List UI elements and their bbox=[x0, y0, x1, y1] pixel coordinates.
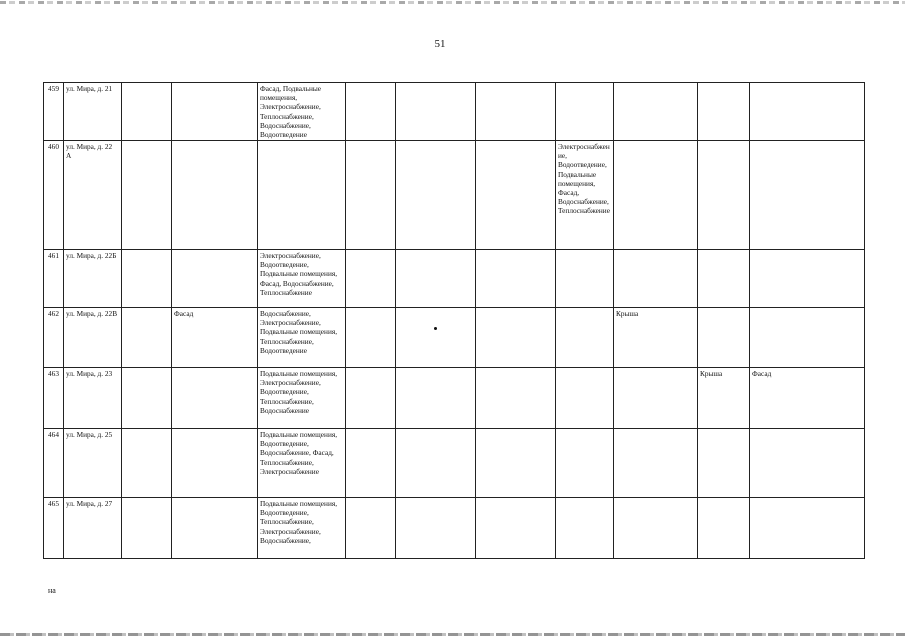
row-number-cell: 460 bbox=[44, 141, 64, 250]
cell-col7 bbox=[396, 250, 476, 308]
cell-col10 bbox=[614, 498, 698, 559]
row-number-cell: 465 bbox=[44, 498, 64, 559]
cell-col3 bbox=[122, 141, 172, 250]
cell-col7 bbox=[396, 498, 476, 559]
cell-col3 bbox=[122, 308, 172, 368]
cell-col12 bbox=[750, 141, 865, 250]
cell-col3 bbox=[122, 429, 172, 498]
footer-note: на bbox=[48, 586, 56, 595]
row-number-cell: 461 bbox=[44, 250, 64, 308]
cell-col8 bbox=[476, 83, 556, 141]
cell-col11 bbox=[698, 83, 750, 141]
cell-col3 bbox=[122, 498, 172, 559]
cell-col3 bbox=[122, 250, 172, 308]
cell-col9 bbox=[556, 250, 614, 308]
address-cell: ул. Мира, д. 21 bbox=[64, 83, 122, 141]
address-cell: ул. Мира, д. 27 bbox=[64, 498, 122, 559]
cell-col7 bbox=[396, 83, 476, 141]
cell-col4 bbox=[172, 250, 258, 308]
cell-col5: Подвальные помещения, Водоотведение, Водоснабжение, Фасад, Теплоснабжение, Электроснабжение bbox=[258, 429, 346, 498]
row-number-cell: 463 bbox=[44, 368, 64, 429]
cell-col4 bbox=[172, 498, 258, 559]
cell-col12 bbox=[750, 250, 865, 308]
cell-col9 bbox=[556, 83, 614, 141]
cell-col7 bbox=[396, 368, 476, 429]
cell-col6 bbox=[346, 368, 396, 429]
cell-col5: Подвальные помещения, Электроснабжение, Водоотведение, Теплоснабжение, Водоснабжение bbox=[258, 368, 346, 429]
cell-col5: Водоснабжение, Электроснабжение, Подвальные помещения, Теплоснабжение, Водоотведение bbox=[258, 308, 346, 368]
cell-col6 bbox=[346, 83, 396, 141]
table-row bbox=[44, 250, 865, 308]
cell-col12 bbox=[750, 498, 865, 559]
address-cell: ул. Мира, д. 22Б bbox=[64, 250, 122, 308]
cell-col8 bbox=[476, 498, 556, 559]
cell-col5: Фасад, Подвальные помещения, Электроснабжение, Теплоснабжение, Водоснабжение, Водоотведение bbox=[258, 83, 346, 141]
cell-col3 bbox=[122, 83, 172, 141]
row-number-cell: 459 bbox=[44, 83, 64, 141]
cell-col8 bbox=[476, 250, 556, 308]
address-cell: ул. Мира, д. 23 bbox=[64, 368, 122, 429]
cell-col6 bbox=[346, 141, 396, 250]
cell-col9 bbox=[556, 368, 614, 429]
cell-col9: Электроснабжение, Водоотведение, Подвальные помещения, Фасад, Водоснабжение, Теплоснабжение bbox=[556, 141, 614, 250]
cell-col9 bbox=[556, 498, 614, 559]
cell-col4 bbox=[172, 368, 258, 429]
address-cell: ул. Мира, д. 22В bbox=[64, 308, 122, 368]
cell-col10 bbox=[614, 250, 698, 308]
row-number-cell: 462 bbox=[44, 308, 64, 368]
cell-col11 bbox=[698, 141, 750, 250]
address-cell: ул. Мира, д. 25 bbox=[64, 429, 122, 498]
cell-col10 bbox=[614, 141, 698, 250]
cell-col8 bbox=[476, 308, 556, 368]
cell-col9 bbox=[556, 308, 614, 368]
cell-col5: Подвальные помещения, Водоотведение, Теплоснабжение, Электроснабжение, Водоснабжение, bbox=[258, 498, 346, 559]
table-row bbox=[44, 429, 865, 498]
cell-col3 bbox=[122, 368, 172, 429]
cell-col10 bbox=[614, 368, 698, 429]
cell-col12 bbox=[750, 308, 865, 368]
cell-col9 bbox=[556, 429, 614, 498]
cell-col6 bbox=[346, 429, 396, 498]
cell-col8 bbox=[476, 141, 556, 250]
cell-col6 bbox=[346, 498, 396, 559]
cell-col11 bbox=[698, 308, 750, 368]
cell-col4 bbox=[172, 83, 258, 141]
cell-col4 bbox=[172, 429, 258, 498]
cell-col6 bbox=[346, 308, 396, 368]
table-row bbox=[44, 368, 865, 429]
table-row bbox=[44, 498, 865, 559]
address-cell: ул. Мира, д. 22 А bbox=[64, 141, 122, 250]
scan-artifact-bottom bbox=[0, 633, 905, 636]
scan-artifact-top bbox=[0, 1, 905, 4]
cell-col7 bbox=[396, 308, 476, 368]
cell-col8 bbox=[476, 429, 556, 498]
cell-col11 bbox=[698, 429, 750, 498]
cell-col11 bbox=[698, 498, 750, 559]
cell-col4 bbox=[172, 141, 258, 250]
cell-col12 bbox=[750, 83, 865, 141]
cell-col7 bbox=[396, 141, 476, 250]
cell-col7 bbox=[396, 429, 476, 498]
dot-mark bbox=[434, 327, 437, 330]
table-row bbox=[44, 141, 865, 250]
row-number-cell: 464 bbox=[44, 429, 64, 498]
cell-col10: Крыша bbox=[614, 308, 698, 368]
cell-col5: Электроснабжение, Водоотведение, Подвальные помещения, Фасад, Водоснабжение, Теплоснабжение bbox=[258, 250, 346, 308]
cell-col12: Фасад bbox=[750, 368, 865, 429]
registry-table bbox=[43, 82, 865, 559]
page-number: 51 bbox=[434, 38, 446, 50]
cell-col11: Крыша bbox=[698, 368, 750, 429]
cell-col11 bbox=[698, 250, 750, 308]
table-row bbox=[44, 83, 865, 141]
table-row bbox=[44, 308, 865, 368]
cell-col10 bbox=[614, 83, 698, 141]
cell-col12 bbox=[750, 429, 865, 498]
cell-col10 bbox=[614, 429, 698, 498]
cell-col5 bbox=[258, 141, 346, 250]
cell-col6 bbox=[346, 250, 396, 308]
cell-col4: Фасад bbox=[172, 308, 258, 368]
cell-col8 bbox=[476, 368, 556, 429]
